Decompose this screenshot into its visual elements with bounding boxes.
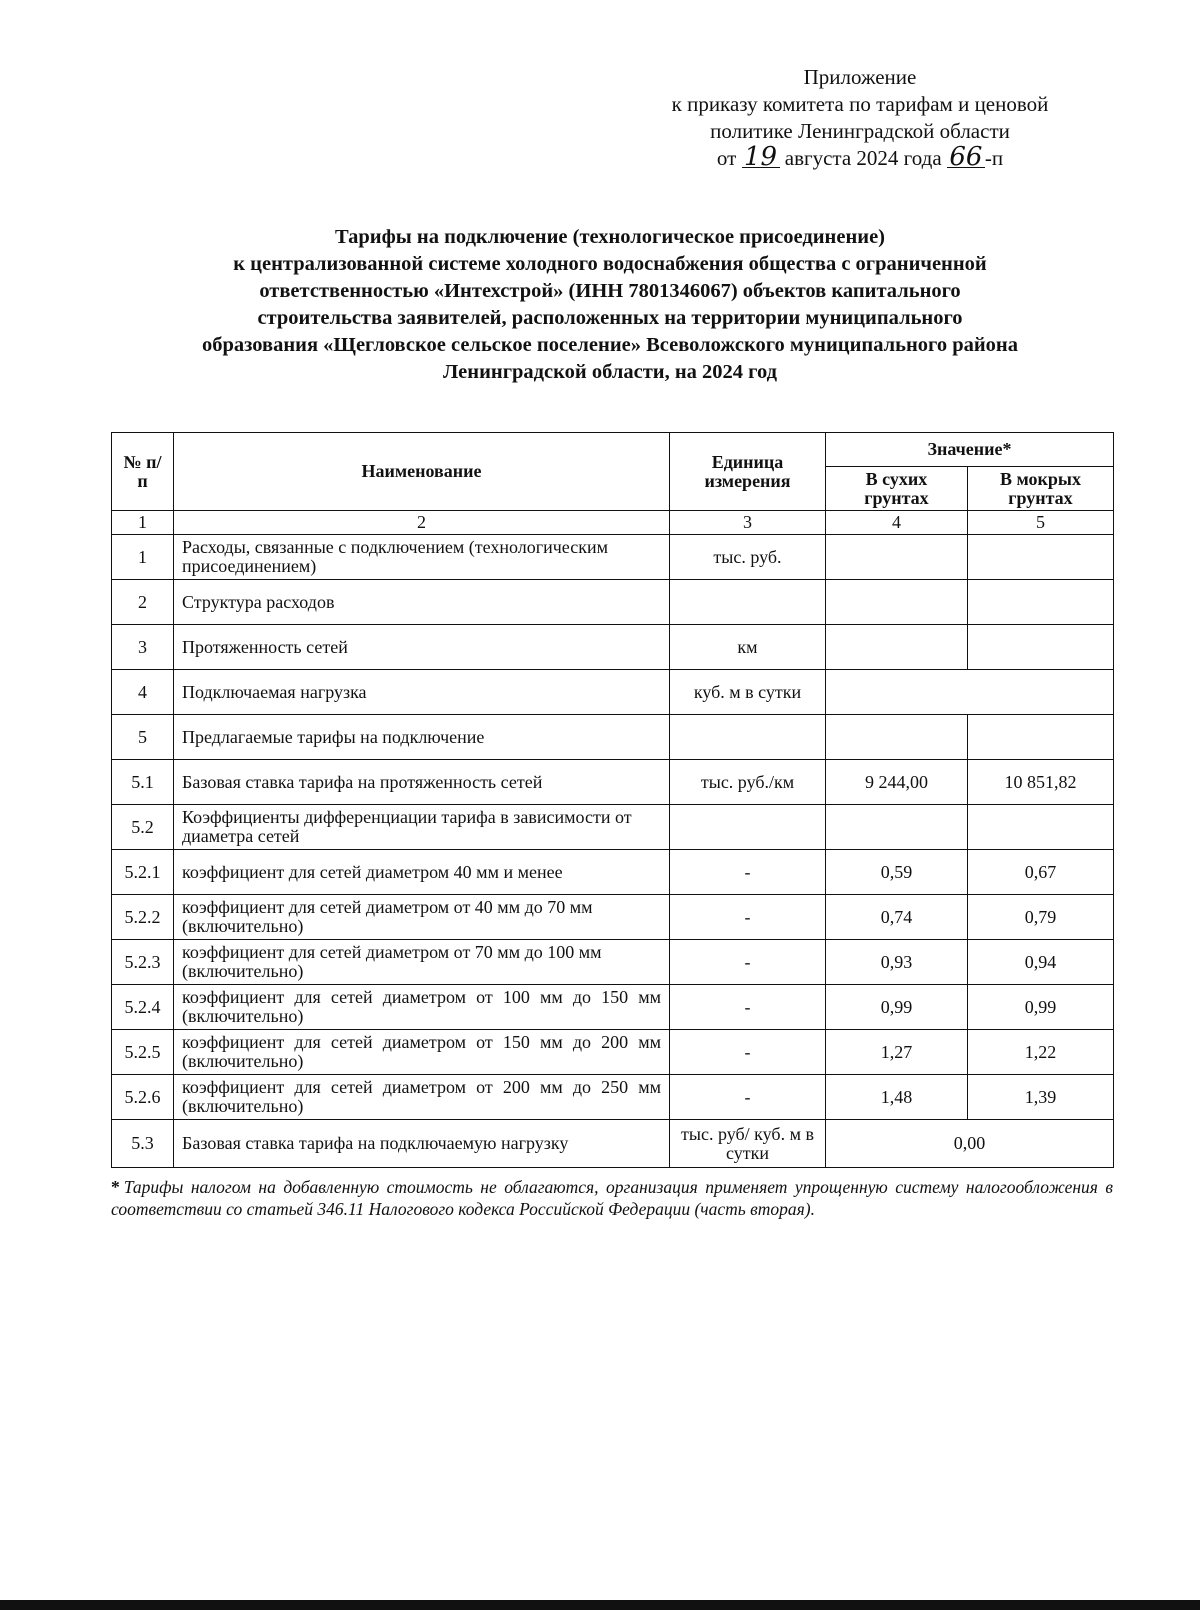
table-row xyxy=(112,1120,1114,1168)
row-dry: 1,48 xyxy=(826,1075,968,1120)
row-unit: км xyxy=(670,625,826,670)
table-row xyxy=(112,535,1114,580)
table-row xyxy=(112,1030,1114,1075)
table-row xyxy=(112,670,1114,715)
row-unit: - xyxy=(670,895,826,940)
date-prefix: от xyxy=(716,146,737,170)
row-name: Структура расходов xyxy=(174,580,670,625)
row-num: 5 xyxy=(112,715,174,760)
document-title xyxy=(110,224,1110,386)
col-number: 3 xyxy=(670,511,826,535)
footnote xyxy=(111,1176,1113,1220)
row-name: Протяженность сетей xyxy=(174,625,670,670)
row-unit: куб. м в сутки xyxy=(670,670,826,715)
row-wet xyxy=(968,580,1114,625)
table-row xyxy=(112,805,1114,850)
title-line: Тарифы на подключение (технологическое присоединение) xyxy=(334,226,886,248)
title-line: образования «Щегловское сельское поселение» Всеволожского муниципального района xyxy=(202,334,1018,356)
row-name: коэффициент для сетей диаметром от 200 мм до 250 мм (включительно) xyxy=(174,1075,670,1120)
row-num: 5.1 xyxy=(112,760,174,805)
row-wet: 0,94 xyxy=(968,940,1114,985)
row-dry xyxy=(826,580,968,625)
row-unit: тыс. руб. xyxy=(670,535,826,580)
header-value: Значение* xyxy=(826,433,1114,467)
row-wet xyxy=(968,805,1114,850)
row-num: 3 xyxy=(112,625,174,670)
row-unit: тыс. руб./км xyxy=(670,760,826,805)
col-number: 5 xyxy=(968,511,1114,535)
row-wet: 1,22 xyxy=(968,1030,1114,1075)
row-num: 5.2.5 xyxy=(112,1030,174,1075)
row-num: 4 xyxy=(112,670,174,715)
table-row xyxy=(112,1075,1114,1120)
footnote-star: * xyxy=(111,1177,120,1197)
row-wet xyxy=(968,625,1114,670)
appendix-order-ref: к приказу комитета по тарифам и ценовой xyxy=(671,92,1049,116)
row-unit xyxy=(670,715,826,760)
table-row xyxy=(112,985,1114,1030)
row-dry xyxy=(826,625,968,670)
row-num: 5.2 xyxy=(112,805,174,850)
row-dry: 1,27 xyxy=(826,1030,968,1075)
row-wet: 0,79 xyxy=(968,895,1114,940)
order-number-handwritten: 66 xyxy=(947,147,985,168)
row-num: 5.2.3 xyxy=(112,940,174,985)
row-name: Базовая ставка тарифа на протяженность сетей xyxy=(174,760,670,805)
row-num: 5.2.1 xyxy=(112,850,174,895)
col-number: 1 xyxy=(112,511,174,535)
row-name: Предлагаемые тарифы на подключение xyxy=(174,715,670,760)
date-month-year: августа 2024 года xyxy=(784,146,942,170)
table-row xyxy=(112,850,1114,895)
row-wet xyxy=(968,535,1114,580)
title-line: к централизованной системе холодного водоснабжения общества с ограниченной xyxy=(233,253,987,275)
row-num: 2 xyxy=(112,580,174,625)
row-name: коэффициент для сетей диаметром от 40 мм до 70 мм (включительно) xyxy=(174,895,670,940)
row-unit: - xyxy=(670,850,826,895)
row-num: 5.2.6 xyxy=(112,1075,174,1120)
row-num: 5.2.4 xyxy=(112,985,174,1030)
row-wet: 1,39 xyxy=(968,1075,1114,1120)
row-unit: - xyxy=(670,1030,826,1075)
row-unit: тыс. руб/ куб. м в сутки xyxy=(670,1120,826,1168)
tariff-table xyxy=(111,432,1114,1168)
row-dry: 0,74 xyxy=(826,895,968,940)
row-wet: 0,99 xyxy=(968,985,1114,1030)
row-dry: 0,93 xyxy=(826,940,968,985)
row-merged-value xyxy=(826,670,1114,715)
title-line: строительства заявителей, расположенных на территории муниципального xyxy=(257,307,963,329)
row-num: 5.3 xyxy=(112,1120,174,1168)
header-row xyxy=(112,433,1114,467)
row-name: коэффициент для сетей диаметром от 150 мм до 200 мм (включительно) xyxy=(174,1030,670,1075)
appendix-region: политике Ленинградской области xyxy=(710,119,1010,143)
row-num: 1 xyxy=(112,535,174,580)
appendix-date-line xyxy=(600,142,1120,172)
row-unit: - xyxy=(670,985,826,1030)
row-name: Базовая ставка тарифа на подключаемую нагрузку xyxy=(174,1120,670,1168)
col-number: 2 xyxy=(174,511,670,535)
row-wet xyxy=(968,715,1114,760)
header-name: Наименование xyxy=(174,433,670,511)
row-unit xyxy=(670,580,826,625)
appendix-header xyxy=(600,64,1120,172)
header-unit: Единица измерения xyxy=(670,433,826,511)
title-line: Ленинградской области, на 2024 год xyxy=(443,361,777,383)
header-wet: В мокрых грунтах xyxy=(968,467,1114,511)
order-number-suffix: -п xyxy=(984,146,1004,170)
row-name: Коэффициенты дифференциации тарифа в зависимости от диаметра сетей xyxy=(174,805,670,850)
scan-bottom-edge xyxy=(0,1600,1200,1610)
header-num: № п/п xyxy=(112,433,174,511)
row-num: 5.2.2 xyxy=(112,895,174,940)
row-unit: - xyxy=(670,940,826,985)
row-dry xyxy=(826,535,968,580)
row-dry: 0,99 xyxy=(826,985,968,1030)
header-dry: В сухих грунтах xyxy=(826,467,968,511)
table-row xyxy=(112,760,1114,805)
appendix-label: Приложение xyxy=(803,65,917,89)
row-dry: 0,59 xyxy=(826,850,968,895)
row-dry: 9 244,00 xyxy=(826,760,968,805)
row-unit xyxy=(670,805,826,850)
column-number-row xyxy=(112,511,1114,535)
table-row xyxy=(112,580,1114,625)
table-row xyxy=(112,715,1114,760)
footnote-text: Тарифы налогом на добавленную стоимость не облагаются, организация применяет упрощенную систему налогообложения в соответствии со статьей 346.11 Налогового кодекса Российской Федерации (часть вторая). xyxy=(111,1177,1113,1219)
date-day-handwritten: 19 xyxy=(742,147,780,168)
row-name: Подключаемая нагрузка xyxy=(174,670,670,715)
row-wet: 10 851,82 xyxy=(968,760,1114,805)
row-merged-value: 0,00 xyxy=(826,1120,1114,1168)
row-name: коэффициент для сетей диаметром от 70 мм до 100 мм (включительно) xyxy=(174,940,670,985)
table-row xyxy=(112,625,1114,670)
row-name: коэффициент для сетей диаметром от 100 мм до 150 мм (включительно) xyxy=(174,985,670,1030)
row-wet: 0,67 xyxy=(968,850,1114,895)
row-name: коэффициент для сетей диаметром 40 мм и менее xyxy=(174,850,670,895)
row-dry xyxy=(826,805,968,850)
row-dry xyxy=(826,715,968,760)
row-unit: - xyxy=(670,1075,826,1120)
title-line: ответственностью «Интехстрой» (ИНН 7801346067) объектов капитального xyxy=(259,280,961,302)
table-row xyxy=(112,940,1114,985)
col-number: 4 xyxy=(826,511,968,535)
table-row xyxy=(112,895,1114,940)
row-name: Расходы, связанные с подключением (технологическим присоединением) xyxy=(174,535,670,580)
